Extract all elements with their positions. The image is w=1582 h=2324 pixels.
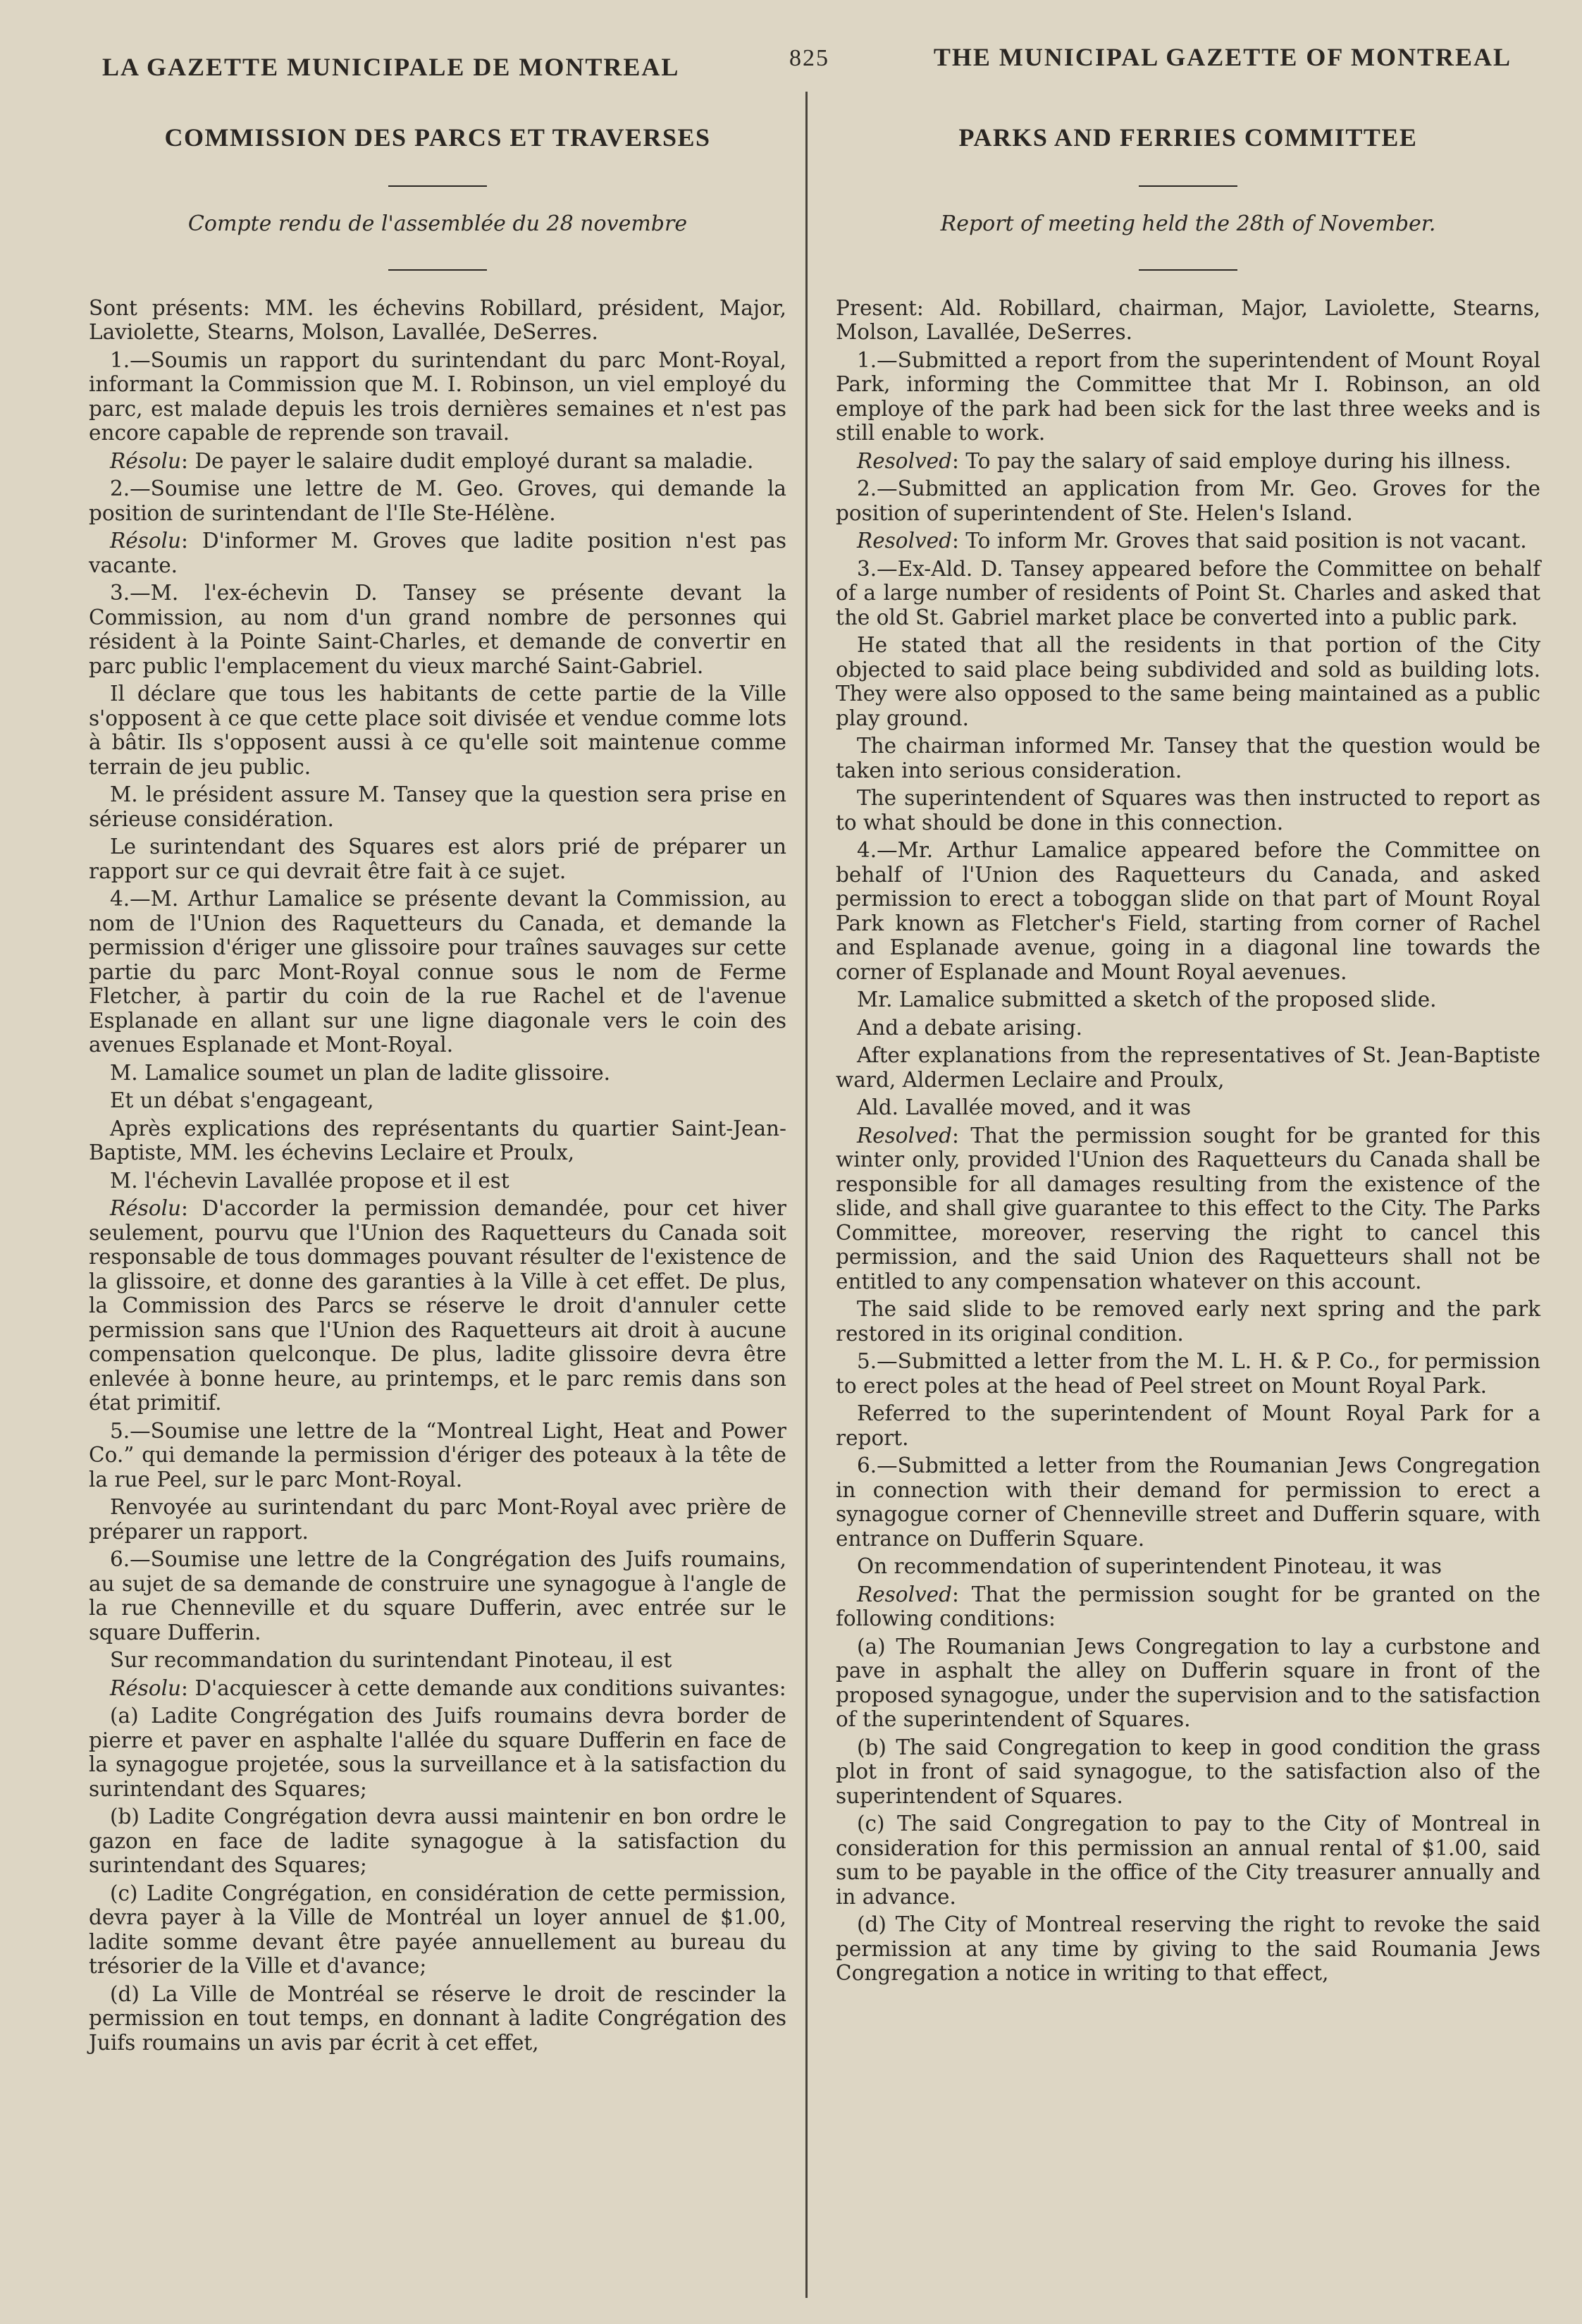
paragraph-text: 6.—Submitted a letter from the Roumanian Jews Congregation in connection with their demand for permission to erect a synagogue corner of Chenneville street and Dufferin square, with entrance on Dufferin Square. xyxy=(836,1453,1540,1551)
paragraph-text: (c) Ladite Congrégation, en considération de cette permission, devra payer à la Ville de Montréal un loyer annuel de $1.00, ladite somme devant être payée annuellement au bureau du trésorier de la Ville et d'avance; xyxy=(89,1881,786,1978)
paragraph xyxy=(89,1088,786,1113)
paragraph xyxy=(836,1812,1540,1909)
paragraph xyxy=(836,1297,1540,1346)
header-english-title: THE MUNICIPAL GAZETTE OF MONTREAL xyxy=(933,43,1512,71)
paragraph xyxy=(89,835,786,883)
paragraph-text: : D'acquiescer à cette demande aux conditions suivantes: xyxy=(181,1676,786,1700)
paragraph xyxy=(89,529,786,577)
header-french-title: LA GAZETTE MUNICIPALE DE MONTREAL xyxy=(102,53,680,81)
paragraph xyxy=(89,581,786,678)
paragraph xyxy=(836,477,1540,525)
paragraph-text: After explanations from the representatives of St. Jean-Baptiste ward, Aldermen Leclaire and Proulx, xyxy=(836,1043,1540,1092)
paragraph-text: The chairman informed Mr. Tansey that the question would be taken into serious consideration. xyxy=(836,734,1540,782)
paragraph-text: Sont présents: MM. les échevins Robillard, président, Major, Laviolette, Stearns, Molson, Lavallée, DeSerres. xyxy=(89,295,786,344)
paragraph xyxy=(89,1196,786,1415)
paragraph-text: The superintendent of Squares was then instructed to report as to what should be done in this connection. xyxy=(836,786,1540,835)
paragraph-text: : De payer le salaire dudit employé durant sa maladie. xyxy=(181,448,754,473)
resolution-label: Resolved xyxy=(857,448,953,473)
paragraph-text: (c) The said Congregation to pay to the City of Montreal in consideration for this permission an annual rental of $1.00, said sum to be payable in the office of the City treasurer annually and in advance. xyxy=(836,1812,1540,1909)
paragraph xyxy=(836,449,1540,474)
paragraph xyxy=(836,1554,1540,1579)
paragraph-text: 5.—Submitted a letter from the M. L. H. & P. Co., for permission to erect poles at the head of Peel street on Mount Royal Park. xyxy=(836,1349,1540,1398)
paragraph-text: Le surintendant des Squares est alors prié de préparer un rapport sur ce qui devrait être fait à ce sujet. xyxy=(89,835,786,883)
paragraph xyxy=(836,529,1540,553)
paragraph-text: (d) La Ville de Montréal se réserve le droit de rescinder la permission en tout temps, en donnant à ladite Congrégation des Juifs roumains un avis par écrit à cet effet, xyxy=(89,1981,786,2055)
paragraph-text: 3.—M. l'ex-échevin D. Tansey se présente devant la Commission, au nom d'un grand nombre de personnes qui résident à la Pointe Saint-Charles, et demande de convertir en parc public l'emplacement du vieux marché Saint-Gabriel. xyxy=(89,581,786,678)
paragraph xyxy=(836,1095,1540,1120)
subtitle-rule xyxy=(1139,269,1237,271)
paragraph xyxy=(89,1547,786,1644)
title-rule xyxy=(1139,185,1237,187)
paragraph-text: Et un débat s'engageant, xyxy=(110,1088,374,1112)
paragraph-text: 1.—Soumis un rapport du surintendant du parc Mont-Royal, informant la Commission que M. I. Robinson, un viel employé du parc, est malade depuis les trois dernières semaines et n'est pas encore capable de reprende son travail. xyxy=(89,348,786,445)
paragraph xyxy=(89,682,786,779)
paragraph xyxy=(836,1453,1540,1551)
resolution-label: Résolu xyxy=(110,1196,182,1220)
paragraph-text: 2.—Submitted an application from Mr. Geo. Groves for the position of superintendent of Ste. Helen's Island. xyxy=(836,477,1540,525)
resolution-label: Résolu xyxy=(110,529,182,553)
paragraph xyxy=(89,1061,786,1086)
paragraph-text: M. le président assure M. Tansey que la question sera prise en sérieuse considération. xyxy=(89,782,786,831)
paragraph-text: 1.—Submitted a report from the superintendent of Mount Royal Park, informing the Committee that Mr I. Robinson, an old employe of the park had been sick for the last three weeks and is still enable to work. xyxy=(836,348,1540,445)
paragraph-text: Il déclare que tous les habitants de cette partie de la Ville s'opposent à ce que cette place soit divisée et vendue comme lots à bâtir. Ils s'opposent aussi à ce qu'elle soit maintenue comme terrain de jeu public. xyxy=(89,682,786,779)
paragraph xyxy=(836,296,1540,345)
paragraph xyxy=(836,734,1540,782)
paragraph xyxy=(836,988,1540,1012)
french-section-title: COMMISSION DES PARCS ET TRAVERSES xyxy=(164,123,711,152)
paragraph xyxy=(89,348,786,445)
paragraph-text: : To pay the salary of said employe during his illness. xyxy=(952,448,1512,473)
paragraph xyxy=(89,296,786,345)
english-column xyxy=(836,116,1540,1989)
paragraph xyxy=(836,1124,1540,1294)
subtitle-rule xyxy=(388,269,487,271)
paragraph-text: : That the permission sought for be granted on the following conditions: xyxy=(836,1582,1540,1630)
paragraph-text: 3.—Ex-Ald. D. Tansey appeared before the Committee on behalf of a large number of residents of Point St. Charles and asked that the old St. Gabriel market place be converted into a public park. xyxy=(836,556,1540,629)
paragraph-text: : D'informer M. Groves que ladite position n'est pas vacante. xyxy=(89,529,786,577)
paragraph xyxy=(89,1495,786,1544)
paragraph-text: (b) The said Congregation to keep in good condition the grass plot in front of said synagogue, to the satisfaction also of the superintendent of Squares. xyxy=(836,1735,1540,1808)
resolution-label: Résolu xyxy=(110,1676,182,1700)
column-divider xyxy=(805,92,808,2298)
paragraph-text: 4.—M. Arthur Lamalice se présente devant la Commission, au nom de l'Union des Raquetteurs du Canada, et demande la permission d'ériger une glissoire pour traînes sauvages sur cette partie du parc Mont-Royal connue sous le nom de Ferme Fletcher, à partir du coin de la rue Rachel et de l'avenue Esplanade en allant sur une ligne diagonale vers le coin des avenues Esplanade et Mont-Royal. xyxy=(89,887,786,1057)
paragraph xyxy=(836,557,1540,630)
paragraph-text: Sur recommandation du surintendant Pinoteau, il est xyxy=(110,1648,672,1672)
page-number: 825 xyxy=(789,45,829,71)
paragraph-text: Renvoyée au surintendant du parc Mont-Royal avec prière de préparer un rapport. xyxy=(89,1495,786,1544)
paragraph xyxy=(89,1169,786,1193)
paragraph-text: On recommendation of superintendent Pinoteau, it was xyxy=(857,1554,1442,1578)
french-column xyxy=(89,116,786,2058)
paragraph-text: (d) The City of Montreal reserving the right to revoke the said permission at any time by giving to the said Roumania Jews Congregation a notice in writing to that effect, xyxy=(836,1912,1540,1985)
paragraph xyxy=(836,633,1540,730)
paragraph-text: M. Lamalice soumet un plan de ladite glissoire. xyxy=(110,1060,611,1085)
paragraph xyxy=(89,1648,786,1673)
paragraph-text: (a) Ladite Congrégation des Juifs roumains devra border de pierre et paver en asphalte l'allée du square Dufferin en face de la synagogue projetée, sous la surveillance et à la satisfaction du surintendant des Squares; xyxy=(89,1704,786,1801)
paragraph xyxy=(836,1043,1540,1092)
english-section-title: PARKS AND FERRIES COMMITTEE xyxy=(958,123,1418,152)
paragraph xyxy=(89,1805,786,1878)
paragraph xyxy=(836,838,1540,984)
running-head xyxy=(0,37,1582,79)
paragraph xyxy=(836,1635,1540,1732)
paragraph xyxy=(836,1735,1540,1809)
english-body xyxy=(836,296,1540,1986)
paragraph xyxy=(836,1582,1540,1631)
paragraph xyxy=(89,887,786,1057)
paragraph-text: Referred to the superintendent of Mount Royal Park for a report. xyxy=(836,1401,1540,1450)
paragraph xyxy=(836,1912,1540,1986)
paragraph-text: M. l'échevin Lavallée propose et il est xyxy=(110,1168,509,1193)
paragraph-text: 2.—Soumise une lettre de M. Geo. Groves, qui demande la position de surintendant de l'Ile Ste-Hélène. xyxy=(89,477,786,525)
paragraph-text: (b) Ladite Congrégation devra aussi maintenir en bon ordre le gazon en face de ladite synagogue à la satisfaction du surintendant des Squares; xyxy=(89,1805,786,1877)
paragraph-text: He stated that all the residents in that portion of the City objected to said place being subdivided and sold as building lots. They were also opposed to the same being maintained as a public play ground. xyxy=(836,633,1540,730)
resolution-label: Résolu xyxy=(110,448,182,473)
paragraph xyxy=(836,786,1540,835)
paragraph xyxy=(836,348,1540,445)
paragraph xyxy=(836,1349,1540,1398)
paragraph-text: 6.—Soumise une lettre de la Congrégation des Juifs roumains, au sujet de sa demande de construire une synagogue à l'angle de la rue Chenneville et du square Dufferin, avec entrée sur le square Dufferin. xyxy=(89,1547,786,1644)
paragraph-text: And a debate arising. xyxy=(857,1015,1082,1040)
paragraph xyxy=(89,1881,786,1979)
resolution-label: Resolved xyxy=(857,529,953,553)
paragraph xyxy=(89,1419,786,1492)
french-body xyxy=(89,296,786,2055)
title-rule xyxy=(388,185,487,187)
paragraph xyxy=(836,1401,1540,1450)
paragraph xyxy=(89,449,786,474)
paragraph-text: : To inform Mr. Groves that said position is not vacant. xyxy=(952,529,1527,553)
english-subtitle: Report of meeting held the 28th of November. xyxy=(940,211,1436,236)
paragraph-text: 5.—Soumise une lettre de la “Montreal Light, Heat and Power Co.” qui demande la permission d'ériger des poteaux à la tête de la rue Peel, sur le parc Mont-Royal. xyxy=(89,1418,786,1492)
paragraph xyxy=(89,1704,786,1801)
paragraph-text: : D'accorder la permission demandée, pour cet hiver seulement, pourvu que l'Union des Raquetteurs du Canada soit responsable de tous dommages pouvant résulter de l'existence de la glissoire, et donne des garanties à la Ville à cet effet. De plus, la Commission des Parcs se réserve le droit d'annuler cette permission sans que l'Union des Raquetteurs ait droit à aucune compensation quelconque. De plus, ladite glissoire devra être enlevée à bonne heure, au printemps, et le parc remis dans son état primitif. xyxy=(89,1196,786,1415)
paragraph-text: : That the permission sought for be granted for this winter only, provided l'Union des Raquetteurs du Canada shall be responsible for all damages resulting from the existence of the slide, and shall give guarantee to this effect to the City. The Parks Committee, moreover, reserving the right to cancel this permission, and the said Union des Raquetteurs shall not be entitled to any compensation whatever on this account. xyxy=(836,1123,1540,1293)
paragraph-text: 4.—Mr. Arthur Lamalice appeared before the Committee on behalf of l'Union des Raquetteurs du Canada, and asked permission to erect a toboggan slide on that part of Mount Royal Park known as Fletcher's Field, starting from corner of Rachel and Esplanade avenue, going in a diagonal line towards the corner of Esplanade and Mount Royal aevenues. xyxy=(836,838,1540,984)
paragraph xyxy=(89,1117,786,1165)
paragraph xyxy=(89,782,786,831)
paragraph xyxy=(89,1676,786,1701)
paragraph xyxy=(836,1016,1540,1040)
paragraph-text: Mr. Lamalice submitted a sketch of the proposed slide. xyxy=(857,988,1437,1012)
resolution-label: Resolved xyxy=(857,1582,953,1606)
resolution-label: Resolved xyxy=(857,1123,953,1148)
paragraph-text: Present: Ald. Robillard, chairman, Major, Laviolette, Stearns, Molson, Lavallée, DeSerres. xyxy=(836,295,1540,344)
paragraph xyxy=(89,477,786,525)
paragraph-text: The said slide to be removed early next spring and the park restored in its original condition. xyxy=(836,1297,1540,1346)
paragraph xyxy=(89,1982,786,2055)
paragraph-text: (a) The Roumanian Jews Congregation to lay a curbstone and pave in asphalt the alley on Dufferin square in front of the proposed synagogue, under the supervision and to the satisfaction of the superintendent of Squares. xyxy=(836,1634,1540,1731)
paragraph-text: Après explications des représentants du quartier Saint-Jean-Baptiste, MM. les échevins Leclaire et Proulx, xyxy=(89,1116,786,1164)
french-subtitle: Compte rendu de l'assemblée du 28 novembre xyxy=(187,211,688,236)
paragraph-text: Ald. Lavallée moved, and it was xyxy=(857,1095,1191,1119)
